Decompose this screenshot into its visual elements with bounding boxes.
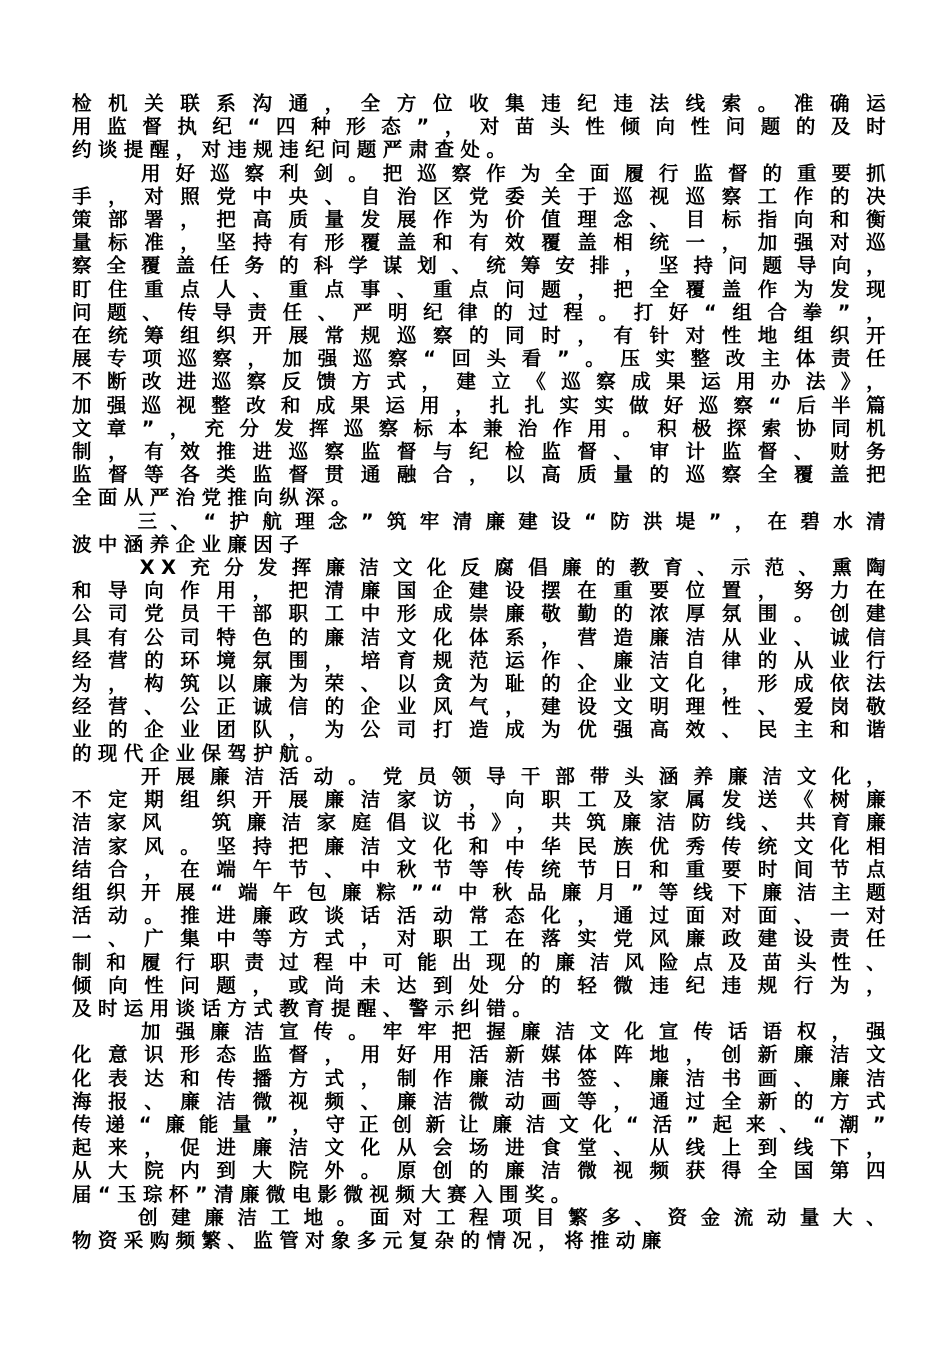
text-line: 开展廉洁活动。党员领导干部带头涵养廉洁文化，	[72, 764, 892, 788]
text-line: 监督等各类监督贯通融合，以高质量的巡察全覆盖把	[72, 463, 892, 487]
text-line: 不定期组织开展廉洁家访，向职工及家属发送《树廉	[72, 788, 892, 812]
text-line: 制和履行职责过程中可能出现的廉洁风险点及苗头性、	[72, 950, 892, 974]
text-line: 业的企业团队，为公司打造成为优强高效、民主和谐	[72, 718, 892, 742]
text-line: 量标准，坚持有形覆盖和有效覆盖相统一，加强对巡	[72, 231, 892, 255]
text-line: 波中涵养企业廉因子	[72, 532, 306, 556]
paragraph-p2	[72, 162, 892, 510]
text-line: 物资采购频繁、监管对象多元复杂的情况，将推动廉	[72, 1228, 668, 1252]
text-line: 的现代企业保驾护航。	[72, 741, 332, 765]
paragraph-p1	[72, 92, 892, 162]
text-line: 及时运用谈话方式教育提醒、警示纠错。	[72, 996, 539, 1020]
text-line: 从大院内到大院外。原创的廉洁微视频获得全国第四	[72, 1159, 892, 1183]
text-line: 倾向性问题，或尚未达到处分的轻微违纪违规行为，	[72, 973, 892, 997]
paragraph-p4	[72, 556, 892, 765]
text-line: 加强廉洁宣传。牢牢把握廉洁文化宣传话语权，强	[72, 1020, 892, 1044]
paragraph-p5	[72, 765, 892, 1020]
text-line: 公司党员干部职工中形成崇廉敬勤的浓厚氛围。创建	[72, 602, 892, 626]
text-line: 洁家风 筑廉洁家庭倡议书》，共筑廉洁防线、共育廉	[72, 811, 892, 835]
document-body	[72, 92, 892, 1252]
text-line: 约谈提醒，对违规违纪问题严肃查处。	[72, 138, 513, 162]
text-line: 不断改进巡察反馈方式，建立《巡察成果运用办法》，	[72, 370, 892, 394]
text-line: 洁家风。坚持把廉洁文化和中华民族优秀传统文化相	[72, 834, 892, 858]
text-line: 和导向作用，把清廉国企建设摆在重要位置，努力在	[72, 579, 892, 603]
text-line: 具有公司特色的廉洁文化体系，营造廉洁从业、诚信	[72, 625, 892, 649]
text-line: 化意识形态监督，用好用活新媒体阵地，创新廉洁文	[72, 1043, 892, 1067]
text-line: 检机关联系沟通，全方位收集违纪违法线索。准确运	[72, 92, 892, 115]
text-line: 三、“护航理念”筑牢清廉建设“防洪堤”，在碧水清	[72, 509, 892, 533]
text-line: 为，构筑以廉为荣、以贪为耻的企业文化，形成依法	[72, 672, 892, 696]
paragraph-p3	[72, 510, 892, 556]
text-line: 展专项巡察，加强巡察“回头看”。压实整改主体责任	[72, 347, 892, 371]
text-line: 手，对照党中央、自治区党委关于巡视巡察工作的决	[72, 184, 892, 208]
text-line: 组织开展“端午包廉粽”“中秋品廉月”等线下廉洁主题	[72, 880, 892, 904]
text-line: 结合，在端午节、中秋节等传统节日和重要时间节点	[72, 857, 892, 881]
text-line: 制，有效推进巡察监督与纪检监督、审计监督、财务	[72, 440, 892, 464]
text-line: 创建廉洁工地。面对工程项目繁多、资金流动量大、	[72, 1205, 892, 1229]
text-line: 届“玉琮杯”清廉微电影微视频大赛入围奖。	[72, 1182, 577, 1206]
text-line: 加强巡视整改和成果运用，扎扎实实做好巡察“后半篇	[72, 393, 892, 417]
text-line: 在统筹组织开展常规巡察的同时，有针对性地组织开	[72, 324, 892, 348]
paragraph-p6	[72, 1020, 892, 1206]
text-line: 全面从严治党推向纵深。	[72, 486, 357, 510]
text-line: 起来，促进廉洁文化从会场进食堂、从线上到线下，	[72, 1136, 892, 1160]
text-line: 传递“廉能量”，守正创新让廉洁文化“活”起来、“潮”	[72, 1112, 892, 1136]
text-line: 策部署，把高质量发展作为价值理念、目标指向和衡	[72, 208, 892, 232]
text-line: 经营的环境氛围，培育规范运作、廉洁自律的从业行	[72, 648, 892, 672]
text-line: 化表达和传播方式，制作廉洁书签、廉洁书画、廉洁	[72, 1066, 892, 1090]
text-line: 经营、公正诚信的企业风气，建设文明理性、爱岗敬	[72, 695, 892, 719]
text-line: 海报、廉洁微视频、廉洁微动画等，通过全新的方式	[72, 1089, 892, 1113]
text-line: 问题、传导责任、严明纪律的过程。打好“组合拳”，	[72, 300, 892, 324]
text-line: 文章”，充分发挥巡察标本兼治作用。积极探索协同机	[72, 416, 892, 440]
paragraph-p7	[72, 1206, 892, 1252]
text-line: 用好巡察利剑。把巡察作为全面履行监督的重要抓	[72, 161, 892, 185]
text-line: 用监督执纪“四种形态”，对苗头性倾向性问题的及时	[72, 115, 892, 139]
text-line: 察全覆盖任务的科学谋划、统筹安排，坚持问题导向，	[72, 254, 892, 278]
text-line: 一、广集中等方式，对职工在落实党风廉政建设责任	[72, 927, 892, 951]
text-line: 盯住重点人、重点事、重点问题，把全覆盖作为发现	[72, 277, 892, 301]
text-line: XX充分发挥廉洁文化反腐倡廉的教育、示范、熏陶	[72, 556, 892, 580]
text-line: 活动。推进廉政谈话活动常态化，通过面对面、一对	[72, 904, 892, 928]
